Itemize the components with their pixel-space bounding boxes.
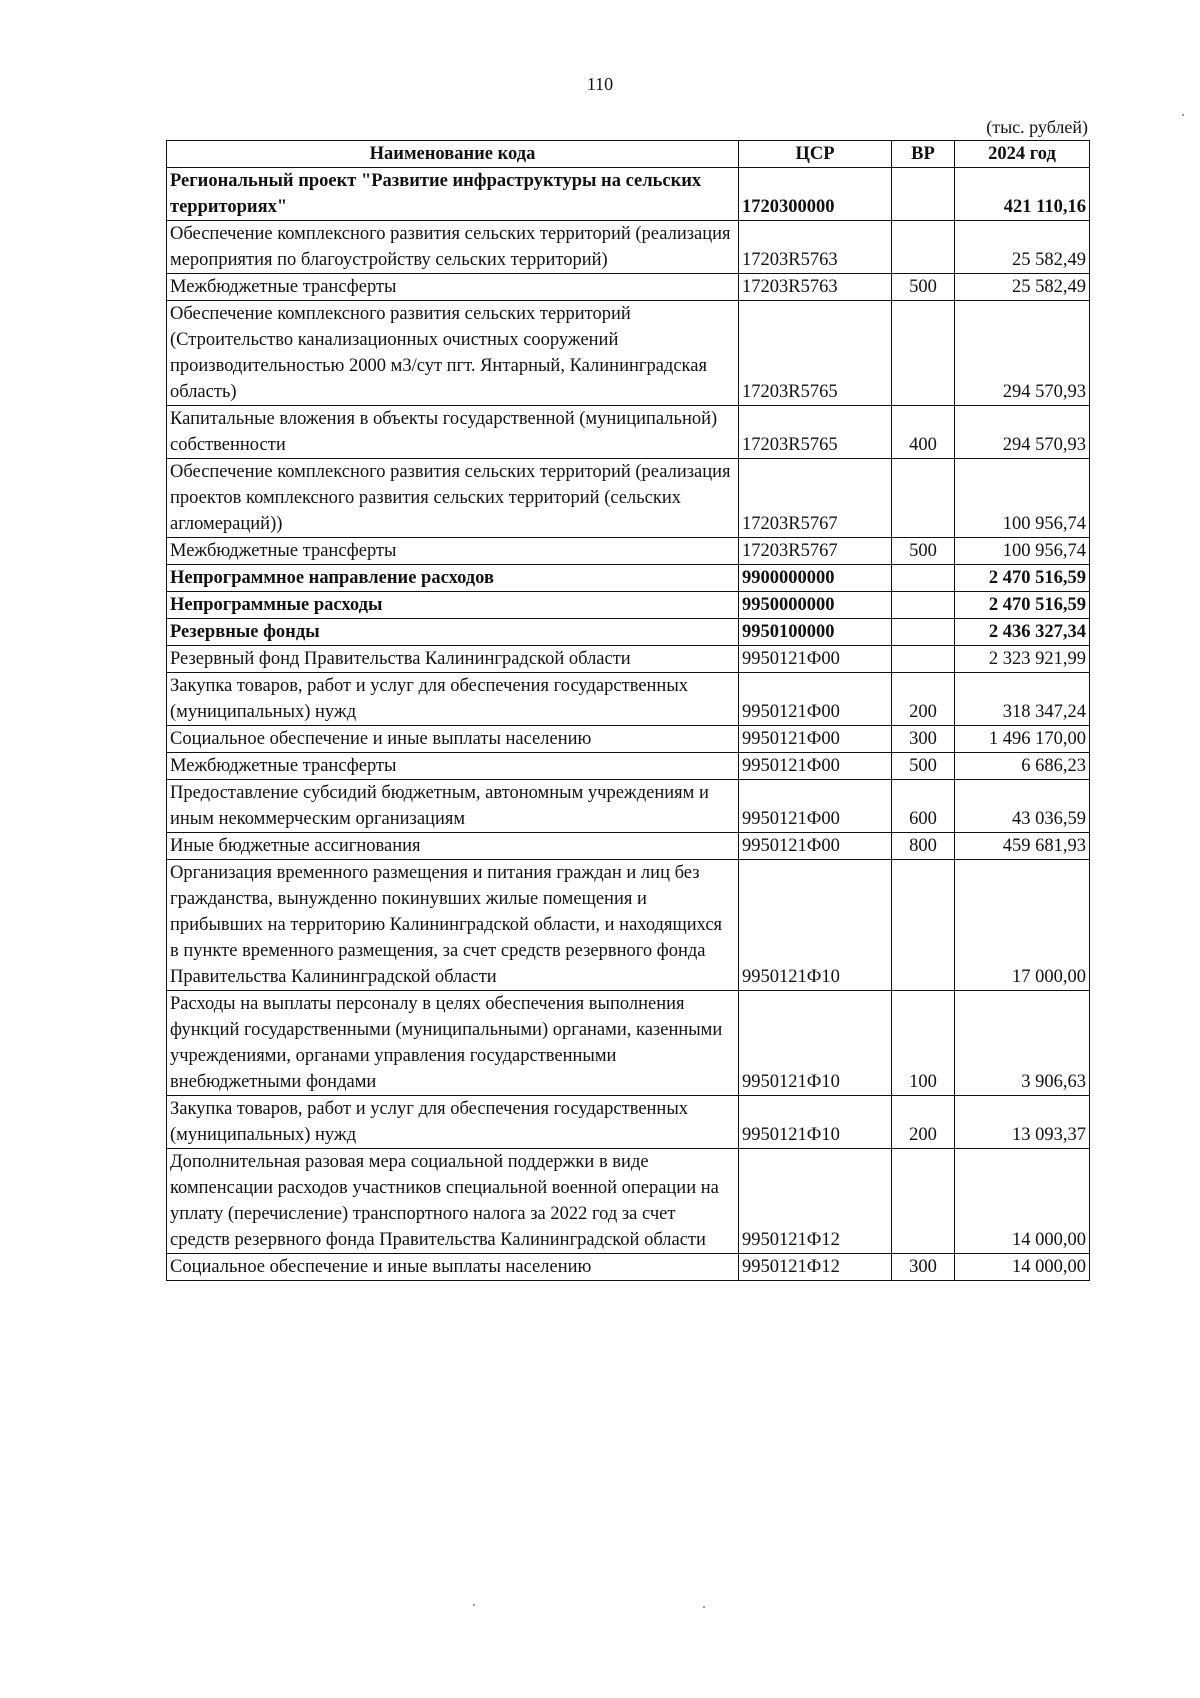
row-amount-cell: 14 000,00 [955,1254,1090,1281]
row-csr-cell: 17203R5767 [739,538,892,565]
row-vr-cell [892,619,955,646]
row-vr-cell: 300 [892,726,955,753]
row-csr-cell: 9950121Ф10 [739,860,892,991]
row-name-cell: Капитальные вложения в объекты государственной (муниципальной) собственности [167,406,739,459]
row-csr-cell: 9950121Ф00 [739,726,892,753]
row-vr-cell [892,168,955,221]
row-csr-cell: 9950121Ф00 [739,833,892,860]
row-csr-cell: 9950121Ф10 [739,991,892,1096]
table-row [167,168,1090,221]
row-amount-cell: 6 686,23 [955,753,1090,780]
row-csr-cell: 17203R5767 [739,459,892,538]
table-row [167,860,1090,991]
row-vr-cell [892,860,955,991]
row-csr-cell: 9950121Ф12 [739,1254,892,1281]
row-amount-cell: 2 436 327,34 [955,619,1090,646]
header-csr: ЦСР [739,141,892,168]
row-amount-cell: 14 000,00 [955,1149,1090,1254]
row-amount-cell: 17 000,00 [955,860,1090,991]
row-vr-cell: 600 [892,780,955,833]
row-amount-cell: 43 036,59 [955,780,1090,833]
table-row [167,406,1090,459]
row-name-cell: Закупка товаров, работ и услуг для обеспечения государственных (муниципальных) нужд [167,1096,739,1149]
row-name-cell: Закупка товаров, работ и услуг для обеспечения государственных (муниципальных) нужд [167,673,739,726]
row-name-cell: Дополнительная разовая мера социальной поддержки в виде компенсации расходов участников специальной военной операции на уплату (перечисление) транспортного налога за 2022 год за счет средств резервного фонда Правительства Калининградской области [167,1149,739,1254]
row-name-cell: Обеспечение комплексного развития сельских территорий (Строительство канализационных очистных сооружений производительностью 2000 м3/сут пгт. Янтарный, Калининградская область) [167,301,739,406]
row-name-cell: Обеспечение комплексного развития сельских территорий (реализация проектов комплексного развития сельских территорий (сельских агломераций)) [167,459,739,538]
row-name-cell: Непрограммные расходы [167,592,739,619]
table-row [167,619,1090,646]
table-header-row [167,141,1090,168]
header-vr: ВР [892,141,955,168]
row-amount-cell: 25 582,49 [955,274,1090,301]
row-amount-cell: 100 956,74 [955,459,1090,538]
row-amount-cell: 421 110,16 [955,168,1090,221]
table-row [167,753,1090,780]
table-row [167,780,1090,833]
scan-speck [1182,114,1184,116]
row-csr-cell: 9950121Ф00 [739,673,892,726]
row-amount-cell: 1 496 170,00 [955,726,1090,753]
row-amount-cell: 294 570,93 [955,301,1090,406]
row-amount-cell: 294 570,93 [955,406,1090,459]
row-name-cell: Социальное обеспечение и иные выплаты населению [167,1254,739,1281]
row-csr-cell: 9950100000 [739,619,892,646]
row-vr-cell: 500 [892,753,955,780]
row-csr-cell: 17203R5765 [739,406,892,459]
table-row [167,592,1090,619]
page-number: 110 [586,74,614,94]
budget-table [166,140,1090,1281]
row-name-cell: Межбюджетные трансферты [167,274,739,301]
row-name-cell: Межбюджетные трансферты [167,753,739,780]
table-row [167,565,1090,592]
row-csr-cell: 17203R5763 [739,221,892,274]
row-amount-cell: 459 681,93 [955,833,1090,860]
scan-speck [703,1606,705,1608]
table-row [167,538,1090,565]
row-csr-cell: 9950121Ф00 [739,780,892,833]
row-name-cell: Предоставление субсидий бюджетным, автономным учреждениям и иным некоммерческим организациям [167,780,739,833]
row-amount-cell: 2 470 516,59 [955,565,1090,592]
row-csr-cell: 9950000000 [739,592,892,619]
table-row [167,646,1090,673]
row-vr-cell: 200 [892,1096,955,1149]
row-csr-cell: 17203R5765 [739,301,892,406]
row-csr-cell: 9950121Ф00 [739,646,892,673]
row-vr-cell: 200 [892,673,955,726]
row-vr-cell: 100 [892,991,955,1096]
row-vr-cell [892,459,955,538]
table-row [167,991,1090,1096]
row-name-cell: Социальное обеспечение и иные выплаты населению [167,726,739,753]
row-vr-cell [892,565,955,592]
row-csr-cell: 9900000000 [739,565,892,592]
row-vr-cell: 300 [892,1254,955,1281]
table-row [167,301,1090,406]
row-amount-cell: 100 956,74 [955,538,1090,565]
row-vr-cell [892,592,955,619]
row-vr-cell: 800 [892,833,955,860]
row-name-cell: Региональный проект "Развитие инфраструктуры на сельских территориях" [167,168,739,221]
row-name-cell: Иные бюджетные ассигнования [167,833,739,860]
header-amount: 2024 год [955,141,1090,168]
row-vr-cell [892,1149,955,1254]
row-name-cell: Межбюджетные трансферты [167,538,739,565]
row-amount-cell: 25 582,49 [955,221,1090,274]
table-row [167,221,1090,274]
table-row [167,1254,1090,1281]
row-name-cell: Резервный фонд Правительства Калининградской области [167,646,739,673]
units-note: (тыс. рублей) [986,117,1088,137]
table-body [167,168,1090,1281]
scan-speck [473,1604,475,1606]
row-amount-cell: 318 347,24 [955,673,1090,726]
table-row [167,1096,1090,1149]
row-name-cell: Обеспечение комплексного развития сельских территорий (реализация мероприятия по благоустройству сельских территорий) [167,221,739,274]
row-csr-cell: 1720300000 [739,168,892,221]
row-vr-cell [892,301,955,406]
row-name-cell: Расходы на выплаты персоналу в целях обеспечения выполнения функций государственными (муниципальными) органами, казенными учреждениями, органами управления государственными внебюджетными фондами [167,991,739,1096]
table-row [167,1149,1090,1254]
header-name: Наименование кода [167,141,739,168]
row-vr-cell: 400 [892,406,955,459]
row-csr-cell: 9950121Ф10 [739,1096,892,1149]
row-vr-cell: 500 [892,538,955,565]
row-csr-cell: 17203R5763 [739,274,892,301]
row-vr-cell [892,221,955,274]
table-row [167,673,1090,726]
table-row [167,833,1090,860]
row-amount-cell: 13 093,37 [955,1096,1090,1149]
row-name-cell: Организация временного размещения и питания граждан и лиц без гражданства, вынужденно покинувших жилые помещения и прибывших на территорию Калининградской области, и находящихся в пункте временного размещения, за счет средств резервного фонда Правительства Калининградской области [167,860,739,991]
row-amount-cell: 2 470 516,59 [955,592,1090,619]
table-row [167,726,1090,753]
row-vr-cell: 500 [892,274,955,301]
row-csr-cell: 9950121Ф00 [739,753,892,780]
table-row [167,274,1090,301]
row-amount-cell: 2 323 921,99 [955,646,1090,673]
table-row [167,459,1090,538]
row-vr-cell [892,646,955,673]
row-name-cell: Непрограммное направление расходов [167,565,739,592]
row-name-cell: Резервные фонды [167,619,739,646]
row-amount-cell: 3 906,63 [955,991,1090,1096]
row-csr-cell: 9950121Ф12 [739,1149,892,1254]
